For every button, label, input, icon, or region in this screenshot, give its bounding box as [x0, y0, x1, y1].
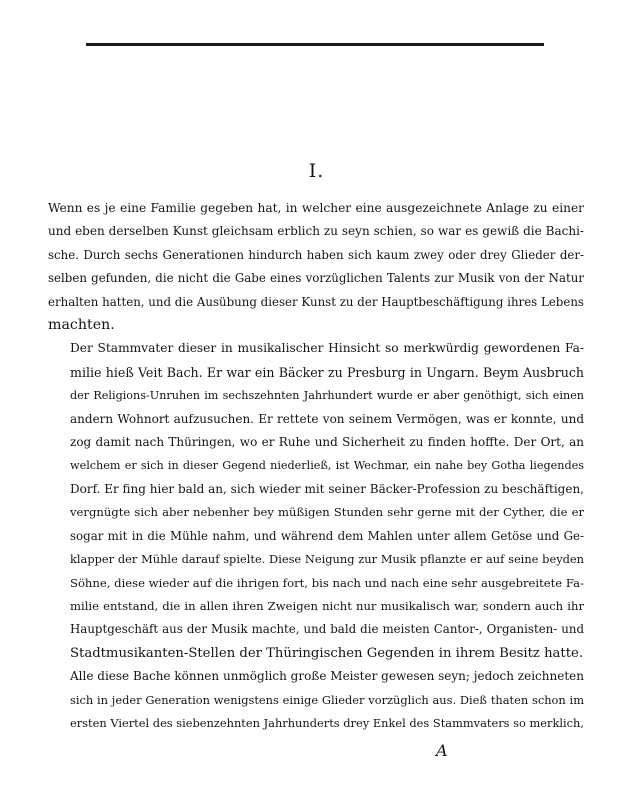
text-line: welchem er sich in dieser Gegend niederließ, ist Wechmar, ein nahe bey Gotha liegendes [70, 459, 584, 473]
paragraph-1 [48, 197, 584, 337]
text-line: erhalten hatten, und die Ausübung dieser Kunst zu der Hauptbeschäftigung ihres Lebens [48, 294, 584, 309]
text-line: sche. Durch sechs Generationen hindurch haben sich kaum zwey oder drey Glieder der- [48, 247, 584, 262]
text-line: Alle diese Bache können unmöglich große Meister gewesen seyn; jedoch zeichneten [70, 669, 584, 684]
text-line: Hauptgeschäft aus der Musik machte, und bald die meisten Cantor-, Organisten- und [70, 622, 584, 637]
text-line: Dorf. Er fing hier bald an, sich wieder mit seiner Bäcker-Profession zu beschäftigen, [70, 481, 584, 496]
text-line: selben gefunden, die nicht die Gabe eines vorzüglichen Talents zur Musik von der Natur [48, 271, 584, 286]
text-line: milie entstand, die in allen ihren Zweigen nicht nur musikalisch war, sondern auch ihr [70, 598, 584, 613]
text-line: klapper der Mühle darauf spielte. Diese Neigung zur Musik pflanzte er auf seine beyden [70, 552, 584, 567]
text-line: andern Wohnort aufzusuchen. Er rettete von seinem Vermögen, was er konnte, und [70, 411, 584, 426]
body-text [48, 197, 584, 735]
text-line: der Religions-Unruhen im sechszehnten Jahrhundert wurde er aber genöthigt, sich einen [70, 389, 584, 403]
paragraph-2 [48, 337, 584, 665]
text-line: und eben derselben Kunst gleichsam erblich zu seyn schien, so war es gewiß die Bachi- [48, 224, 584, 239]
text-line: vergnügte sich aber nebenher bey müßigen Stunden sehr gerne mit der Cyther, die er [70, 505, 584, 520]
chapter-number: I. [308, 160, 325, 182]
paragraph-3 [48, 665, 584, 735]
text-line: ersten Viertel des siebenzehnten Jahrhunderts drey Enkel des Stammvaters so merklich, [70, 715, 584, 730]
text-line: Der Stammvater dieser in musikalischer Hinsicht so merkwürdig gewordenen Fa- [70, 341, 584, 356]
text-line: Stadtmusikanten-Stellen der Thüringischen Gegenden in ihrem Besitz hatte. [70, 645, 584, 661]
text-line: sogar mit in die Mühle nahm, und während dem Mahlen unter allem Getöse und Ge- [70, 528, 584, 543]
top-rule [86, 43, 544, 46]
text-line: sich in jeder Generation wenigstens einige Glieder vorzüglich aus. Dieß thaten schon im [70, 692, 584, 707]
text-line: machten. [48, 317, 115, 334]
signature-mark: A [436, 741, 448, 760]
text-line: Söhne, diese wieder auf die ihrigen fort, bis nach und nach eine sehr ausgebreitete Fa- [70, 575, 584, 590]
text-line: milie hieß Veit Bach. Er war ein Bäcker zu Presburg in Ungarn. Beym Ausbruch [70, 364, 584, 380]
text-line: Wenn es je eine Familie gegeben hat, in welcher eine ausgezeichnete Anlage zu einer [48, 201, 584, 215]
text-line: zog damit nach Thüringen, wo er Ruhe und Sicherheit zu finden hoffte. Der Ort, an [70, 435, 584, 450]
